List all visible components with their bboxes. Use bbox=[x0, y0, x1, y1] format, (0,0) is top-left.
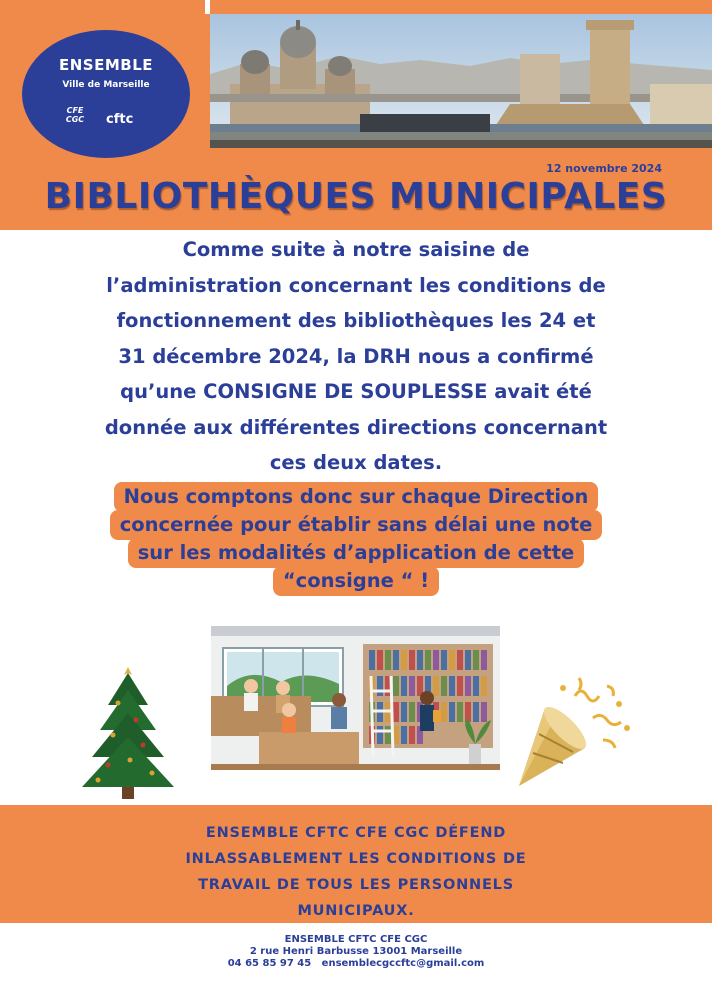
paragraph-line: qu’une CONSIGNE DE SOUPLESSE avait été bbox=[120, 380, 592, 403]
highlight-callout bbox=[0, 478, 712, 628]
highlight-line: “consigne “ ! bbox=[273, 566, 439, 596]
ensemble-logo bbox=[22, 30, 190, 158]
page-title: BIBLIOTHÈQUES MUNICIPALES bbox=[44, 176, 668, 217]
footer-email[interactable]: ensemblecgccftc@gmail.com bbox=[321, 958, 485, 969]
cftc-logo: cftc bbox=[106, 112, 134, 127]
library-illustration bbox=[211, 626, 500, 770]
paragraph-line: ces deux dates. bbox=[269, 451, 443, 474]
footer-org: ENSEMBLE CFTC CFE CGC bbox=[284, 934, 428, 945]
marseille-city-photo bbox=[210, 14, 712, 148]
paragraph-line: l’administration concernant les conditions de bbox=[106, 273, 606, 297]
paragraph-line: donnée aux différentes directions concernant bbox=[104, 415, 608, 439]
paragraph-line: fonctionnement des bibliothèques les 24 et bbox=[116, 309, 596, 332]
banner-line: MUNICIPAUX. bbox=[297, 903, 415, 919]
footer bbox=[0, 934, 712, 970]
party-popper-icon bbox=[515, 668, 640, 793]
banner-line: TRAVAIL DE TOUS LES PERSONNELS bbox=[198, 877, 514, 893]
cfe-cgc-logo: CFE CGC bbox=[65, 106, 85, 124]
paragraph-line: 31 décembre 2024, la DRH nous a confirmé bbox=[118, 344, 594, 368]
main-paragraph bbox=[40, 232, 672, 481]
footer-phone: 04 65 85 97 45 bbox=[227, 958, 312, 969]
footer-contact bbox=[0, 958, 712, 970]
logo-subtitle: Ville de Marseille bbox=[62, 80, 150, 90]
christmas-tree-icon bbox=[78, 665, 178, 800]
banner-line: ENSEMBLE CFTC CFE CGC DÉFEND bbox=[205, 825, 507, 841]
highlight-line: Nous comptons donc sur chaque Direction bbox=[114, 482, 599, 512]
highlight-line: concernée pour établir sans délai une note bbox=[110, 510, 603, 540]
date: 12 novembre 2024 bbox=[546, 162, 662, 175]
logo-title: ENSEMBLE bbox=[58, 56, 153, 74]
highlight-line: sur les modalités d’application de cette bbox=[128, 538, 585, 568]
banner-line: INLASSABLEMENT LES CONDITIONS DE bbox=[185, 851, 527, 867]
footer-address: 2 rue Henri Barbusse 13001 Marseille bbox=[249, 946, 463, 957]
paragraph-line: Comme suite à notre saisine de bbox=[182, 238, 530, 261]
bottom-banner-text bbox=[80, 820, 632, 924]
